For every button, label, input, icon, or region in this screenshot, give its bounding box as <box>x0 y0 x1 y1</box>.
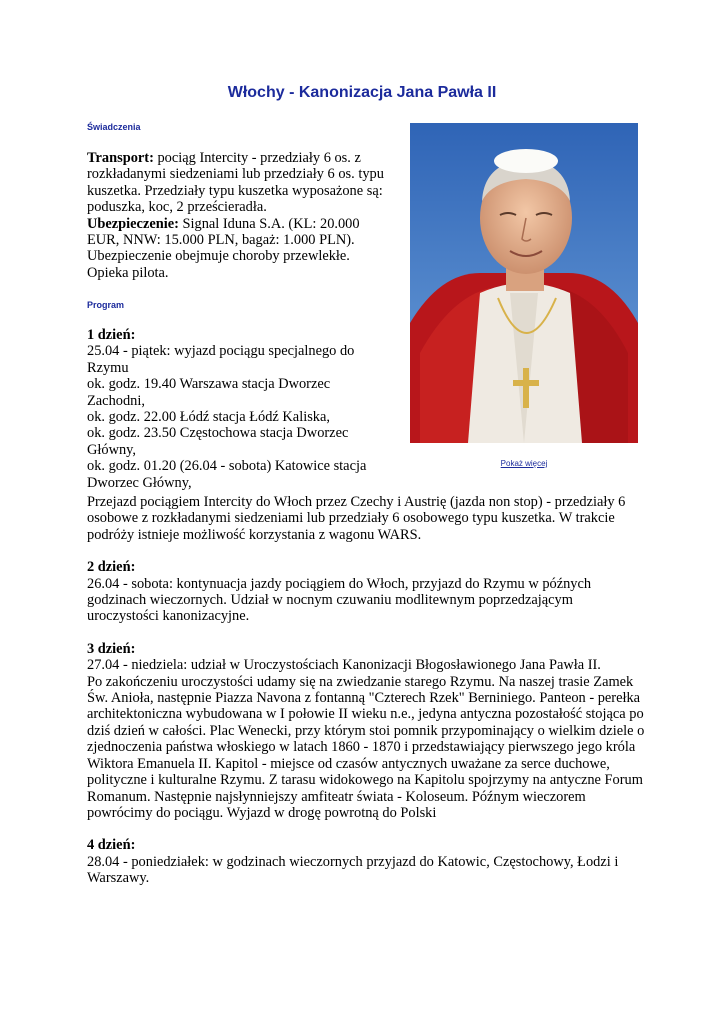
day4-text: 28.04 - poniedziałek: w godzinach wieczornych przyjazd do Katowic, Częstochowy, Łodzi i Warszawy. <box>87 853 619 887</box>
day3-text: Po zakończeniu uroczystości udamy się na zwiedzanie starego Rzymu. Na naszej trasie Zamek Św. Anioła, następnie Piazza Navona z fontanną "Czterech Rzek" Berniniego. Panteon - perełka architektoniczna wybudowana w I połowie II wieku n.e., jedyna antyczna pozostałość stojąca po dziś dzień w całości. Plac Wenecki, przy którym stoi pomnik przypominający o wielkim dziele o zjednoczenia państwa włoskiego w latach 1860 - 1870 i przedstawiający pierwszego jego króla Wiktora Emanuela II. Kapitol - miejsce od czasów antycznych uważane za serce duchowe, polityczne i kulturalne Rzymu. Z tarasu widokowego na Kapitolu spojrzymy na antyczne Forum Romanum. Następnie najsłynniejszy amfiteatr świata - Koloseum. Późnym wieczorem powrócimy do pociągu. Wyjazd w drogę powrotną do Polski <box>87 673 645 821</box>
day1-block <box>87 327 387 491</box>
transport-label: Transport: <box>87 150 154 166</box>
insurance-paragraph <box>87 216 387 265</box>
day1-heading: 1 dzień: <box>87 327 136 343</box>
day2-text: 26.04 - sobota: kontynuacja jazdy pociągiem do Włoch, przyjazd do Rzymu w późnych godzinach wieczornych. Udział w nocnym czuwaniu modlitewnym poprzedzającym uroczystości kanonizacyjne. <box>87 575 592 625</box>
day3-heading: 3 dzień: <box>87 640 136 657</box>
portrait-photo <box>410 123 638 443</box>
show-more-link[interactable]: Pokaż więcej <box>500 459 548 468</box>
day1-line: 25.04 - piątek: wyjazd pociągu specjalnego do Rzymu <box>87 343 355 376</box>
transport-paragraph <box>87 150 387 216</box>
transport-text: pociąg Intercity - przedziały 6 os. z rozkładanymi siedzeniami lub przedziały 6 os. typu kuszetka. Przedziały typu kuszetka wyposażone są: poduszka, koc, 2 prześcieradła. <box>87 150 384 216</box>
pilot-text: Opieka pilota. <box>87 264 169 281</box>
day3-line1: 27.04 - niedziela: udział w Uroczystościach Kanonizacji Błogosławionego Jana Pawła II. <box>87 657 601 674</box>
portrait-illustration <box>410 123 638 443</box>
day4-heading: 4 dzień: <box>87 837 136 854</box>
day1-transit-text: Przejazd pociągiem Intercity do Włoch przez Czechy i Austrię (jazda non stop) - przedziały 6 osobowe z rozkładanymi siedzeniami lub przedziały 6 osobowego typu kuszetka. W trakcie podróży istnieje możliwość korzystania z wagonu WARS. <box>87 494 626 543</box>
insurance-label: Ubezpieczenie: <box>87 215 179 232</box>
day2-heading: 2 dzień: <box>87 559 136 576</box>
program-wide-block <box>87 494 647 887</box>
section-label-program: Program <box>87 300 125 310</box>
insurance-text: Signal Iduna S.A. (KL: 20.000 EUR, NNW: 15.000 PLN, bagaż: 1.000 PLN). Ubezpieczenie obejmuje choroby przewlekłe. <box>87 215 360 265</box>
day1-line: ok. godz. 23.50 Częstochowa stacja Dworzec Główny, <box>87 425 349 458</box>
day1-line: ok. godz. 22.00 Łódź stacja Łódź Kaliska, <box>87 409 330 426</box>
benefits-block <box>87 150 387 281</box>
section-label-swiadczenia: Świadczenia <box>87 122 141 132</box>
page-title: Włochy - Kanonizacja Jana Pawła II <box>227 84 497 101</box>
day1-line: ok. godz. 19.40 Warszawa stacja Dworzec Zachodni, <box>87 376 331 409</box>
day1-line: ok. godz. 01.20 (26.04 - sobota) Katowice stacja Dworzec Główny, <box>87 458 367 491</box>
